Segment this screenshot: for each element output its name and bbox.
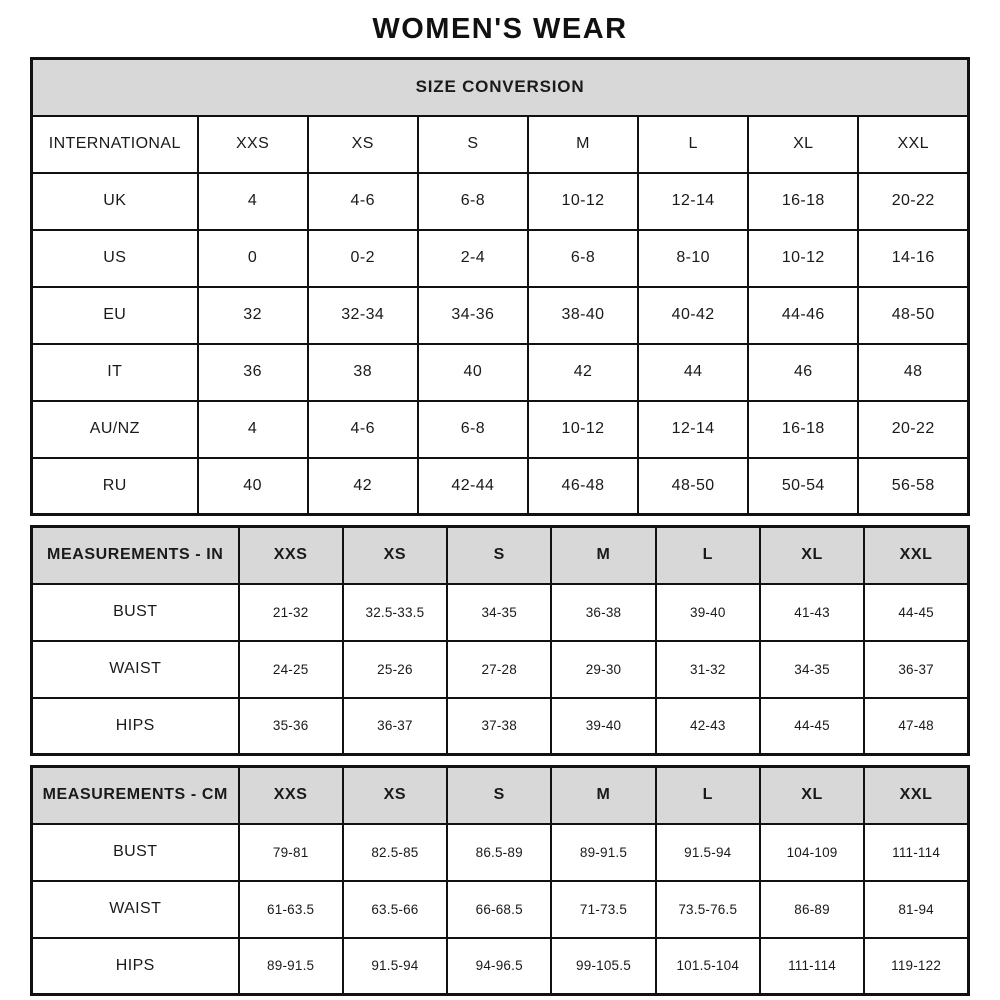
table-cell: 47-48 <box>864 698 968 755</box>
row-label-cell: HIPS <box>32 938 239 995</box>
table-row-hips-cm <box>32 938 969 995</box>
table-cell: 14-16 <box>858 230 968 287</box>
table-row-eu <box>32 287 969 344</box>
table-cell: 38 <box>308 344 418 401</box>
table-cell: 89-91.5 <box>551 824 655 881</box>
table-cell: 36-38 <box>551 584 655 641</box>
table-cell: 38-40 <box>528 287 638 344</box>
table-cell: 29-30 <box>551 641 655 698</box>
table-row-us <box>32 230 969 287</box>
table-cell: 6-8 <box>418 173 528 230</box>
col-header-cell: MEASUREMENTS - IN <box>32 527 239 584</box>
col-header-cell: XXS <box>198 116 308 173</box>
col-header-cell: M <box>528 116 638 173</box>
table-cell: 44-45 <box>760 698 864 755</box>
table-cell: 44 <box>638 344 748 401</box>
table-cell: 48-50 <box>858 287 968 344</box>
col-header-cell: S <box>447 527 551 584</box>
table-cell: 66-68.5 <box>447 881 551 938</box>
table-cell: 32.5-33.5 <box>343 584 447 641</box>
table-cell: 10-12 <box>748 230 858 287</box>
table-cell: 91.5-94 <box>656 824 760 881</box>
table-cell: 12-14 <box>638 401 748 458</box>
row-label-cell: UK <box>32 173 198 230</box>
table-cell: 32 <box>198 287 308 344</box>
table-cell: 50-54 <box>748 458 858 515</box>
table-cell: 36-37 <box>864 641 968 698</box>
table-cell: 0-2 <box>308 230 418 287</box>
measurements-in-header-row <box>32 527 969 584</box>
table-cell: 86-89 <box>760 881 864 938</box>
size-conversion-table <box>30 57 970 516</box>
table-cell: 34-35 <box>760 641 864 698</box>
table-cell: 4-6 <box>308 401 418 458</box>
table-cell: 35-36 <box>239 698 343 755</box>
table-row-ru <box>32 458 969 515</box>
table-cell: 6-8 <box>418 401 528 458</box>
table-cell: 41-43 <box>760 584 864 641</box>
table-cell: 61-63.5 <box>239 881 343 938</box>
row-label-cell: BUST <box>32 824 239 881</box>
table-cell: 73.5-76.5 <box>656 881 760 938</box>
table-cell: 16-18 <box>748 401 858 458</box>
col-header-cell: M <box>551 527 655 584</box>
table-cell: 91.5-94 <box>343 938 447 995</box>
row-label-cell: HIPS <box>32 698 239 755</box>
row-label-cell: BUST <box>32 584 239 641</box>
table-cell: 99-105.5 <box>551 938 655 995</box>
col-header-cell: S <box>447 767 551 824</box>
table-cell: 27-28 <box>447 641 551 698</box>
col-header-cell: INTERNATIONAL <box>32 116 198 173</box>
table-row-hips-in <box>32 698 969 755</box>
table-cell: 42 <box>308 458 418 515</box>
table-cell: 63.5-66 <box>343 881 447 938</box>
table-cell: 44-45 <box>864 584 968 641</box>
col-header-cell: XS <box>308 116 418 173</box>
table-cell: 42-44 <box>418 458 528 515</box>
table-cell: 39-40 <box>656 584 760 641</box>
row-label-cell: IT <box>32 344 198 401</box>
col-header-cell: XL <box>760 527 864 584</box>
col-header-cell: MEASUREMENTS - CM <box>32 767 239 824</box>
col-header-cell: XL <box>760 767 864 824</box>
table-cell: 16-18 <box>748 173 858 230</box>
table-cell: 48 <box>858 344 968 401</box>
table-cell: 56-58 <box>858 458 968 515</box>
table-cell: 94-96.5 <box>447 938 551 995</box>
table-cell: 8-10 <box>638 230 748 287</box>
col-header-cell: XL <box>748 116 858 173</box>
col-header-cell: S <box>418 116 528 173</box>
col-header-cell: XXS <box>239 767 343 824</box>
col-header-cell: L <box>656 767 760 824</box>
table-cell: 71-73.5 <box>551 881 655 938</box>
col-header-cell: XXS <box>239 527 343 584</box>
table-cell: 46 <box>748 344 858 401</box>
col-header-cell: L <box>656 527 760 584</box>
table-row-aunz <box>32 401 969 458</box>
row-label-cell: WAIST <box>32 881 239 938</box>
table-cell: 40-42 <box>638 287 748 344</box>
table-cell: 82.5-85 <box>343 824 447 881</box>
col-header-cell: XS <box>343 767 447 824</box>
table-row-bust-in <box>32 584 969 641</box>
table-cell: 0 <box>198 230 308 287</box>
row-label-cell: EU <box>32 287 198 344</box>
table-cell: 34-35 <box>447 584 551 641</box>
table-cell: 20-22 <box>858 173 968 230</box>
table-cell: 12-14 <box>638 173 748 230</box>
table-cell: 79-81 <box>239 824 343 881</box>
table-cell: 104-109 <box>760 824 864 881</box>
table-row-waist-cm <box>32 881 969 938</box>
table-cell: 4 <box>198 401 308 458</box>
table-cell: 81-94 <box>864 881 968 938</box>
table-cell: 40 <box>418 344 528 401</box>
measurements-in-table <box>30 525 970 756</box>
row-label-cell: RU <box>32 458 198 515</box>
table-row-bust-cm <box>32 824 969 881</box>
table-cell: 119-122 <box>864 938 968 995</box>
measurements-cm-table <box>30 765 970 996</box>
table-cell: 89-91.5 <box>239 938 343 995</box>
table-cell: 25-26 <box>343 641 447 698</box>
table-title-cell: SIZE CONVERSION <box>32 59 969 116</box>
table-cell: 10-12 <box>528 173 638 230</box>
col-header-cell: XXL <box>864 767 968 824</box>
col-header-cell: XS <box>343 527 447 584</box>
size-conversion-title-row <box>32 59 969 116</box>
table-cell: 36 <box>198 344 308 401</box>
table-cell: 37-38 <box>447 698 551 755</box>
table-cell: 111-114 <box>864 824 968 881</box>
table-cell: 4-6 <box>308 173 418 230</box>
table-cell: 6-8 <box>528 230 638 287</box>
table-cell: 42-43 <box>656 698 760 755</box>
table-cell: 48-50 <box>638 458 748 515</box>
page-title: WOMEN'S WEAR <box>372 13 628 45</box>
table-row-waist-in <box>32 641 969 698</box>
table-cell: 40 <box>198 458 308 515</box>
row-label-cell: US <box>32 230 198 287</box>
table-row-it <box>32 344 969 401</box>
col-header-cell: XXL <box>858 116 968 173</box>
table-cell: 46-48 <box>528 458 638 515</box>
table-cell: 20-22 <box>858 401 968 458</box>
table-cell: 111-114 <box>760 938 864 995</box>
col-header-cell: XXL <box>864 527 968 584</box>
table-cell: 101.5-104 <box>656 938 760 995</box>
table-cell: 32-34 <box>308 287 418 344</box>
table-row-uk <box>32 173 969 230</box>
table-cell: 36-37 <box>343 698 447 755</box>
table-cell: 31-32 <box>656 641 760 698</box>
col-header-cell: M <box>551 767 655 824</box>
row-label-cell: WAIST <box>32 641 239 698</box>
col-header-cell: L <box>638 116 748 173</box>
table-cell: 86.5-89 <box>447 824 551 881</box>
table-cell: 34-36 <box>418 287 528 344</box>
table-cell: 10-12 <box>528 401 638 458</box>
table-cell: 42 <box>528 344 638 401</box>
table-cell: 24-25 <box>239 641 343 698</box>
size-conversion-header-row <box>32 116 969 173</box>
table-cell: 4 <box>198 173 308 230</box>
table-cell: 44-46 <box>748 287 858 344</box>
measurements-cm-header-row <box>32 767 969 824</box>
table-cell: 21-32 <box>239 584 343 641</box>
row-label-cell: AU/NZ <box>32 401 198 458</box>
table-cell: 2-4 <box>418 230 528 287</box>
table-cell: 39-40 <box>551 698 655 755</box>
